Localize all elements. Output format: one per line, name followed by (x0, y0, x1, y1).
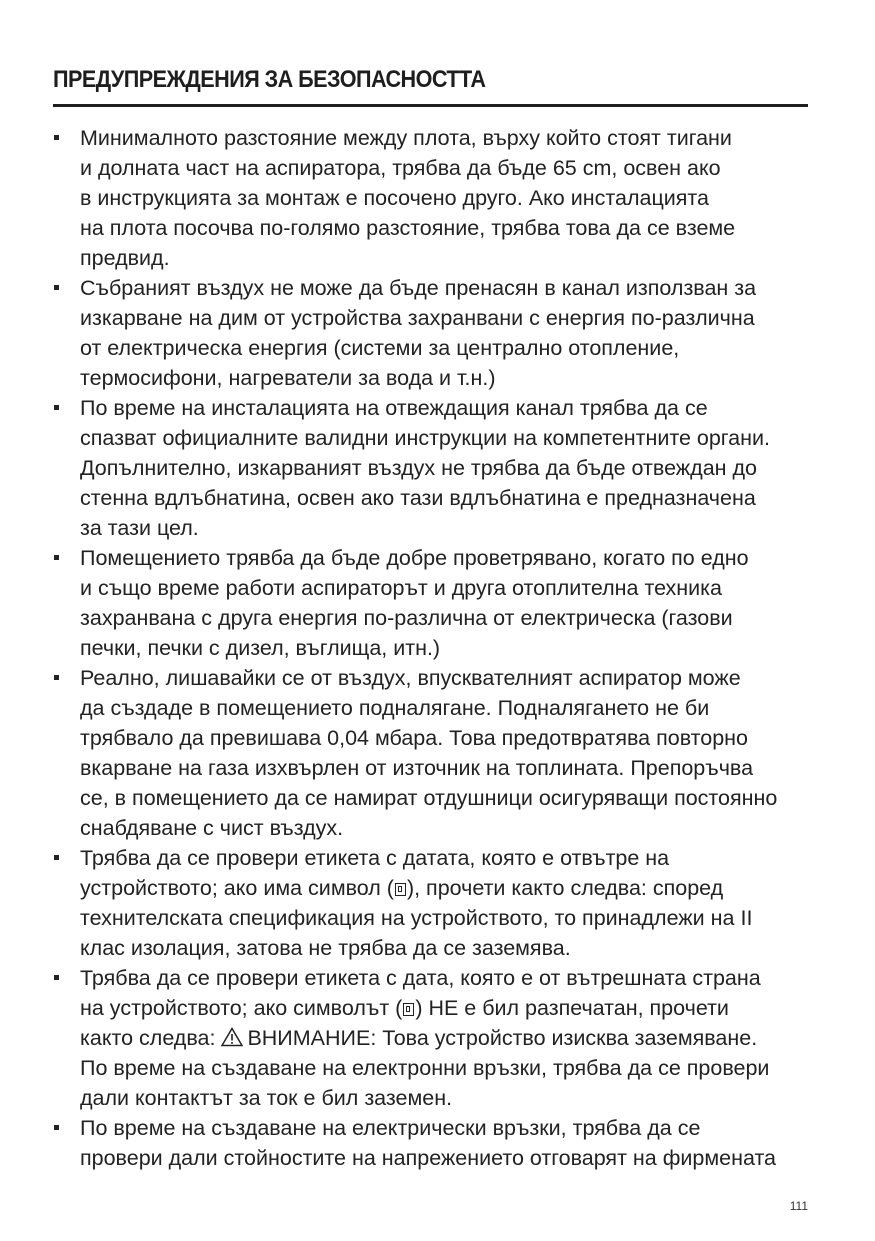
text-line: трябвало да превишава 0,04 мбара. Това предотвратява повторно (80, 726, 749, 750)
class-ii-insulation-symbol-icon (403, 1003, 414, 1016)
bullet-icon (54, 1125, 59, 1130)
text-line: вкарване на газа изхвърлен от източник на топлината. Препоръчва (80, 756, 754, 780)
text-line: от електрическа енергия (системи за централно отопление, (80, 336, 680, 360)
text-line: Събраният въздух не може да бъде пренасян в канал използван за (80, 276, 757, 300)
text-segment: ВНИМАНИЕ: Това устройство изисква заземяване. (247, 1026, 758, 1050)
list-item (0, 273, 820, 393)
list-item (0, 1113, 820, 1173)
text-line: за тази цел. (80, 516, 199, 540)
bullet-icon (54, 285, 59, 290)
text-line: Трябва да се провери етикета с датата, която е отвътре на (80, 846, 670, 870)
list-item (0, 843, 820, 963)
text-line: По време на създаване на електронни връзки, трябва да се провери (80, 1056, 770, 1080)
text-line: дали контактът за ток е бил заземен. (80, 1086, 453, 1110)
text-line: снабдяване с чист въздух. (80, 816, 344, 840)
text-line: предвид. (80, 246, 170, 270)
text-line: Минималното разстояние между плота, върху който стоят тигани (80, 126, 732, 150)
text-segment: устройството; ако има символ ( (80, 876, 394, 900)
text-line: в инструкцията за монтаж е посочено друго. Ако инсталацията (80, 186, 709, 210)
text-segment: на устройството; ако символът ( (80, 996, 403, 1020)
text-line: технителската спецификация на устройството, то принадлежи на II (80, 906, 753, 930)
text-line: клас изолация, затова не трябва да се заземява. (80, 936, 571, 960)
safety-warnings-list (0, 123, 820, 1173)
list-item (0, 543, 820, 663)
text-line: да създаде в помещението подналягане. Подналягането не би (80, 696, 710, 720)
text-line: По време на създаване на електрически връзки, трябва да се (80, 1116, 701, 1140)
text-line: стенна вдлъбнатина, освен ако тази вдлъбнатина е предназначена (80, 486, 756, 510)
class-ii-insulation-symbol-icon (395, 883, 406, 896)
page-number: 111 (789, 1199, 808, 1213)
text-line: Реално, лишавайки се от въздух, впусквателният аспиратор може (80, 666, 741, 690)
bullet-icon (54, 675, 59, 680)
list-item (0, 123, 820, 273)
text-line: и долната част на аспиратора, трябва да бъде 65 cm, освен ако (80, 156, 721, 180)
text-line-with-symbol (80, 873, 820, 903)
text-segment: ), прочети както следва: според (406, 876, 724, 900)
text-line: се, в помещението да се намират отдушници осигуряващи постоянно (80, 786, 778, 810)
text-line: Трябва да се провери етикета с дата, която е от вътрешната страна (80, 966, 761, 990)
bullet-icon (54, 135, 59, 140)
text-line: провери дали стойностите на напрежението отговарят на фирмената (80, 1146, 777, 1170)
bullet-icon (54, 855, 59, 860)
text-line: и също време работи аспираторът и друга отоплителна техника (80, 576, 723, 600)
page-title: ПРЕДУПРЕЖДЕНИЯ ЗА БЕЗОПАСНОСТТА (53, 66, 486, 93)
bullet-icon (54, 555, 59, 560)
text-line: спазват официалните валидни инструкции на компетентните органи. (80, 426, 770, 450)
warning-triangle-icon (221, 1027, 243, 1047)
text-line: Помещението трявба да бъде добре проветрявано, когато по едно (80, 546, 749, 570)
text-line-with-warning (80, 1023, 820, 1053)
text-line: печки, печки с дизел, въглища, итн.) (80, 636, 441, 660)
text-line: изкарване на дим от устройства захранвани с енергия по-различна (80, 306, 755, 330)
list-item (0, 393, 820, 543)
title-underline (53, 104, 808, 107)
text-line: на плота посочва по-голямо разстояние, трябва това да се вземе (80, 216, 736, 240)
text-segment: ) НЕ е бил разпечатан, прочети (415, 996, 729, 1020)
text-segment: както следва: (80, 1026, 222, 1050)
text-line: Допълнително, изкарваният въздух не трябва да бъде отвеждан до (80, 456, 758, 480)
list-item (0, 963, 820, 1113)
text-line: захранвана с друга енергия по-различна от електрическа (газови (80, 606, 733, 630)
text-line-with-symbol (80, 993, 820, 1023)
text-line: По време на инсталацията на отвеждащия канал трябва да се (80, 396, 708, 420)
bullet-icon (54, 405, 59, 410)
list-item (0, 663, 820, 843)
text-line: термосифони, нагреватели за вода и т.н.) (80, 366, 496, 390)
bullet-icon (54, 975, 59, 980)
